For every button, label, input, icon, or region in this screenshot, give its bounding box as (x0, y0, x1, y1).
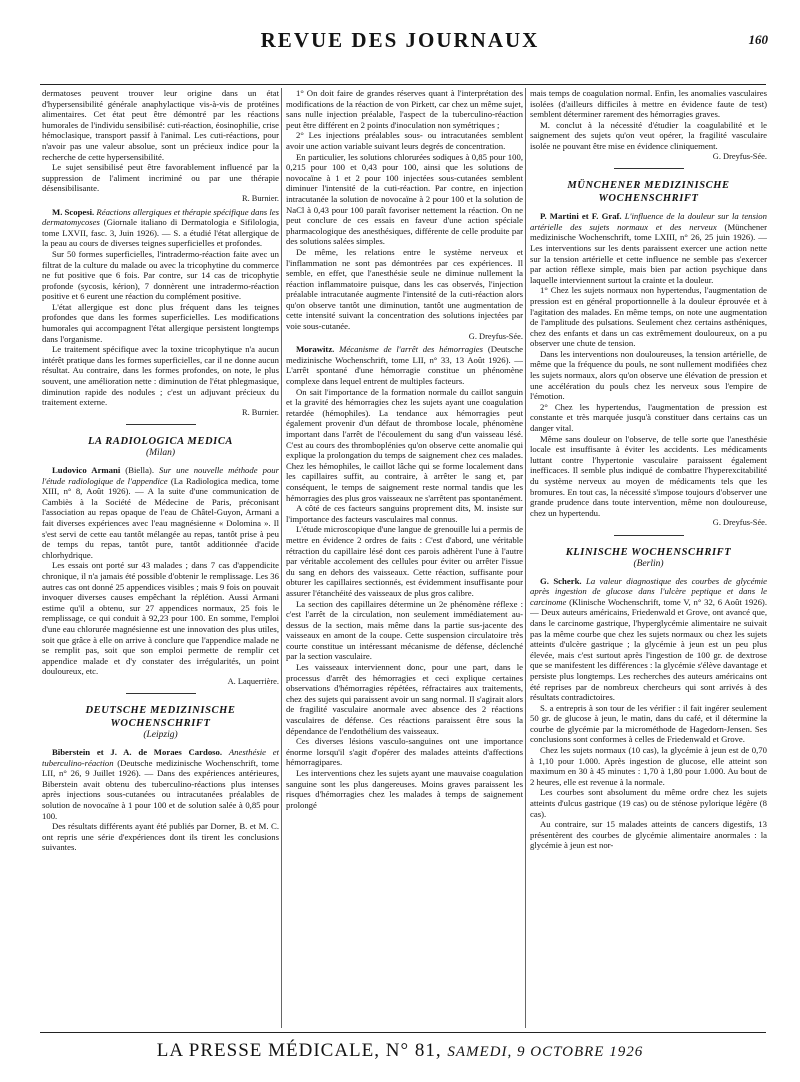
paragraph: mais temps de coagulation normal. Enfin, les anomalies vasculaires isolées (d'ailleurs difficiles à mettre en évidence faute de test) semblent déterminer rarement des hémorragies graves. (530, 88, 767, 120)
column-divider (525, 88, 526, 1028)
author-signature: G. Dreyfus-Sée. (468, 331, 523, 341)
issue-date: SAMEDI, 9 OCTOBRE 1926 (447, 1044, 644, 1060)
paragraph: 2° Chez les hypertendus, l'augmentation de pression est constante et très marquée jusqu'à constituer dans certains cas un danger vital. (530, 401, 767, 434)
section-separator (614, 535, 684, 536)
page-footer (0, 1040, 800, 1062)
paragraph: Les vaisseaux interviennent donc, pour une part, dans le processus d'arrêt des hémorragies et ceci explique certaines observations d'hémorragies répétées, réfractaires aux traitements, chez des sujets qui paraissent avoir un sang normal. Il s'agirait alors de fragilité vasculaire anormale avec absence des 2 réactions vasculaires de défense. Ces réactions paraissent être sous la dépendance de l'endothélium des vaisseaux. (286, 662, 523, 736)
article-author: Biberstein et J. A. de Moraes Cardoso. (52, 747, 223, 758)
author-signature: R. Burnier. (242, 407, 279, 417)
paragraph: Les essais ont porté sur 43 malades ; dans 7 cas d'appendicite chronique, il n'a jamais été possible d'obtenir le remplissage. Les 36 autres cas ont donné 25 appendices visibles ; mais 9 fois on pouvait invoquer diverses causes empêchant la réplétion. Aussi Armani estime qu'il a obtenu, sur 27 appendices normaux, 25 fois le remplissage, ce qui conduit à 92,23 pour 100. En somme, l'emploi d'une eau chlorurée magnésienne est une innovation des plus utiles, soit que grâce à elle on arrive à conclure que l'appendice malade ne se remplit pas, soit que son emploi permette de remplir cet appendice malade et d'y constater des irrégularités, un point douloureux, etc. (42, 560, 279, 677)
article-reference: (Münchener medizinische Wochenschrift, tome LXIII, n° 26, 25 juin 1926). — Les interventions sur les dents paraissent exercer une action nette sur la tension artérielle et cette influence ne semble pas s'exercer par action réflexe simple, mais bien par action psychique dans laquelle interviennent surtout la crainte et la douleur. (530, 221, 767, 285)
article-entry (530, 211, 767, 285)
article-title: Anesthésie et tuberculino-réaction (42, 747, 279, 768)
page-header (0, 28, 800, 54)
author-signature: A. Laquerrière. (227, 676, 279, 686)
article-author: G. Scherk. (540, 575, 582, 586)
paragraph: Les interventions chez les sujets ayant une mauvaise coagulation sanguine sont les plus dangereuses. Moins graves paraissent les risques d'hémorragies chez les malades à temps de saignement prolongé (286, 768, 523, 810)
footer-rule (40, 1032, 766, 1033)
article-title: Sur une nouvelle méthode pour l'étude radiologique de l'appendice (42, 465, 279, 486)
paragraph: 2° Les injections préalables sous- ou intracutanées semblent avoir une action variable suivant leurs degrés de concentration. (286, 130, 523, 151)
article-entry (530, 576, 767, 703)
article-reference: (La Radiologica medica, tome XIII, n° 8, Août 1926). — A la suite d'une communication de Cambiès à la Société de Médecine de Paris, préconisant l'association au repas opaque de l'eau de Châtel-Guyon, Armani a fait diverses expériences avec l'eau magnésienne « Dolomina ». Il s'est servi de cette eau tantôt mélangée au repas, tantôt prise à peu de temps du repas, tantôt pure, tantôt additionnée d'acide chlorhydrique. (42, 475, 279, 560)
paragraph: S. a entrepris à son tour de les vérifier : il fait ingérer seulement 50 gr. de glucose à jeun, le matin, dans du café, et il détermine la courbe de glycémie par la microméthode de Hagedorn-Jensen. Ses conclusions sont conformes à celles de Friedenwald et Grove. (530, 702, 767, 745)
paragraph: Le traitement spécifique avec la toxine tricophytique n'a aucun intérêt pratique dans les formes superficielles, car il ne donne aucun résultat. Au contraire, dans les formes profondes, on note, le plus souvent, une amélioration nette : diminution de l'état phlegmasique, diminution rapide des nodules ; c'est un adjuvant précieux du traitement externe. (42, 344, 279, 408)
journal-name: LA PRESSE MÉDICALE, N° 81, (156, 1040, 442, 1061)
article-title: L'influence de la douleur sur la tension artérielle des sujets normaux et des nerveux (530, 211, 767, 232)
section-separator (126, 424, 196, 425)
paragraph: M. conclut à la nécessité d'étudier la coagulabilité et le saignement des sujets qu'on veut opérer, la fragilité vasculaire isolée ne pouvant être mise en évidence cliniquement. (530, 119, 767, 151)
article-title: La valeur diagnostique des courbes de glycémie après ingestion de glucose dans l'ulcère peptique et dans le carcinome (530, 575, 767, 607)
article-author: M. Scopesi. (52, 206, 95, 217)
paragraph: Des résultats différents ayant été publiés par Dorner, B. et M. C. ont repris une série d'expériences dont ils tirent les conclusions suivantes. (42, 821, 279, 853)
paragraph: 1° On doit faire de grandes réserves quant à l'interprétation des modifications de la réaction de von Pirkett, car chez un même sujet, sans nulle injection préalable, l'aspect de la tuberculino-réaction peut être différent en 2 points d'inoculation non symétriques ; (286, 88, 523, 130)
section-title: LA RADIOLOGICA MEDICA (87, 436, 234, 448)
column-1 (42, 88, 279, 1028)
paragraph: Même sans douleur on l'observe, de telle sorte que l'anesthésie locale est insuffisante à éviter les accidents. Les médicaments luttant contre l'hypertonie vasculaire paraissent également inefficaces. Il semble plus indiqué de combattre l'hyperexcitabilité du système nerveux au moyen de médicaments tels que les bromures. En tout cas, la nécessité s'impose toujours d'observer une grande prudence dans toute intervention, même non douloureuse, chez un hypertendu. (530, 433, 767, 518)
article-author-city: (Biella). (125, 465, 155, 475)
article-title: Mécanisme de l'arrêt des hémorragies (339, 344, 484, 355)
column-3 (530, 88, 767, 1028)
column-2 (286, 88, 523, 1028)
section-title: DEUTSCHE MEDIZINISCHE WOCHENSCHRIFT (85, 705, 236, 730)
author-signature: G. Dreyfus-Sée. (712, 151, 767, 161)
article-entry (42, 207, 279, 249)
paragraph: Ces diverses lésions vasculo-sanguines ont une importance énorme lorsqu'il s'agit d'opérer des malades atteints d'affections hémorragipares. (286, 736, 523, 768)
author-signature: R. Burnier. (242, 193, 279, 203)
paragraph: L'état allergique est donc plus fréquent dans les teignes profondes que dans les formes superficielles. Les modifications humorales qui accompagnent l'état allergique persistent longtemps dans l'organisme. (42, 301, 279, 344)
article-author: P. Martini et F. Graf. (540, 211, 622, 222)
article-title: Réactions allergiques et thérapie spécifique dans les dermatomycoses (42, 206, 279, 228)
column-divider (281, 88, 282, 1028)
article-reference: (Deutsche medizinische Wochenschrift, tome LII, n° 26, 9 Juillet 1926). — Dans des expériences antérieures, Biberstein avait obtenu des tuberculino-réactions plus intenses après injections sous-cutanées ou intracutanées préalables de solution de novocaïne à 1 pour 100 et de solution salée à 0,85 pour 100. (42, 757, 279, 821)
article-reference: (Giornale italiano di Dermatologia e Sifilologia, tome LXVII, fasc. 3, Juin 1926). — S. a étudié l'état allergique de la peau au cours de diverses teignes superficielles et profondes. (42, 217, 279, 249)
paragraph: Chez les sujets normaux (10 cas), la glycémie à jeun est de 0,70 à 1,10 pour 1.000. Après ingestion de glucose, elle atteint son maximum en 30 à 45 minutes : 1,70 à 1,80 pour 1.000. Au bout de 2 heures, elle est revenue à la normale. (530, 745, 767, 787)
article-author: Ludovico Armani (52, 465, 121, 475)
paragraph: Dans les interventions non douloureuses, la tension artérielle, de même que la fréquence du pouls, ne sont nullement modifiées chez les sujets normaux, alors qu'on observe une élévation de pression et une accélération du pouls chez les nerveux sous l'empire de l'émotion. (530, 348, 767, 402)
article-entry (286, 344, 523, 386)
paragraph: Au contraire, sur 15 malades atteints de cancers digestifs, 13 présentèrent des courbes de glycémie alimentaire anormales : la glycémie à jeun est nor- (530, 819, 767, 851)
header-rule (40, 84, 766, 85)
paragraph: 1° Chez les sujets normaux non hypertendus, l'augmentation de pression est en général proportionnelle à la douleur éprouvée et à l'agitation des malades. En même temps, on note une augmentation de l'amplitude des pulsations. Seulement chez certains asthéniques, chez des enfants et dans un cas extrêmement douloureux, on a pu observer une chute de tension. (530, 285, 767, 349)
paragraph: Le sujet sensibilisé peut être favorablement influencé par la suppression de l'aliment incriminé ou par une thérapie désensibilisante. (42, 162, 279, 194)
article-entry (42, 465, 279, 560)
paragraph: Sur 50 formes superficielles, l'intradermo-réaction faite avec un filtrat de la culture du malade ou avec la tricophytine du commerce ne fut positive que 6 fois. Par contre, sur 14 cas de tricophytie profonde (sycosis, kérion), 7 donnèrent une intradermo-réaction positive et 6 eurent une réaction du complément positive. (42, 248, 279, 302)
paragraph: La section des capillaires détermine un 2e phénomène réflexe : c'est l'arrêt de la circulation, non seulement immédiatement au-dessus de la section, mais même dans la partie sus-jacente des vaisseaux en amont de la coupe. Cette suspension circulatoire très courte constitue un intéressant mécanisme de défense, déclenché par la section vasculaire. (286, 598, 523, 662)
section-city: (Berlin) (633, 558, 664, 569)
paragraph: L'étude microscopique d'une langue de grenouille lui a permis de mettre en évidence 2 ordres de faits : C'est d'abord, une véritable rétraction du capillaire lésé dont ces parois adhèrent l'une à l'autre par véritable accolement des cellules pour éviter ou arrêter l'issue du sang en dehors des vaisseaux. Cette réaction, suffisante pour obturer les capillaires sectionnés, est évidemment insuffisante pour assurer l'étanchéité des vaisseaux de plus gros calibre. (286, 524, 523, 598)
author-signature: G. Dreyfus-Sée. (712, 518, 767, 528)
running-title: REVUE DES JOURNAUX (260, 28, 540, 52)
page-number: 160 (748, 32, 768, 47)
article-entry (42, 747, 279, 821)
article-author: Morawitz. (296, 344, 335, 355)
section-city: (Milan) (145, 448, 176, 459)
section-city: (Leipzig) (143, 730, 178, 741)
article-reference: (Klinische Wochenschrift, tome V, n° 32, 6 Août 1926). — Deux auteurs américains, Friedenwald et Grove, ont avancé que, dans le carcinome gastrique, l'hyperglycémie alimentaire ne suivait pas la même courbe que chez les sujets normaux ou chez les sujets atteints d'ulcère gastrique ; la glycémie à jeun est un peu plus élevée, mais c'est surtout après l'ingestion de 100 gr. de dextrose que se manifestent les différences : la glycémie s'élève davantage et persiste plus longtemps. Les recherches des auteurs américains ont été reprises par de nombreux chercheurs qui sont arrivés à des résultats contradictoires. (530, 596, 767, 703)
paragraph: A côté de ces facteurs sanguins proprement dits, M. insiste sur l'importance des facteurs vasculaires mal connus. (286, 503, 523, 524)
section-title: KLINISCHE WOCHENSCHRIFT (565, 546, 732, 558)
article-reference: (Deutsche medizinische Wochenschrift, tome LII, n° 33, 13 Août 1926). — L'arrêt spontané d'une hémorragie constitue un phénomène complexe dans lequel entrent de multiples facteurs. (286, 344, 523, 387)
paragraph: De même, les relations entre le système nerveux et l'inflammation ne sont pas démontrées par ces expériences. Il semble, en effet, que l'anesthésie seule ne diminue nullement la réaction inflammatoire puisque, dans les cas observés, l'injection préalable intracutanée augmente l'intensité de la cuti-réaction alors qu'on observe tantôt une diminution, tantôt une augmentation de cette intensité suivant la concentration des solutions injectées par voie sous-cutanée. (286, 246, 523, 332)
section-title: MÜNCHENER MEDIZINISCHE WOCHENSCHRIFT (567, 180, 730, 205)
section-separator (126, 693, 196, 694)
paragraph: dermatoses peuvent trouver leur origine dans un état d'hypersensibilité générale anaphylactique vis-à-vis de protéines alimentaires. Cet état peut être démontré par les réactions humorales de l'individu sensibilisé: cuti-réaction, éosinophilie, crise hémoclasique, transport passif à l'animal. Les cuti-réactions, pour n'avoir pas une valeur absolue, sont un précieux indice pour la recherche de cette hypersensibilité. (42, 88, 279, 162)
section-separator (614, 168, 684, 169)
paragraph: On sait l'importance de la formation normale du caillot sanguin et la gravité des hémorragies chez les sujets ayant une coagulation retardée (hémophiles). La tendance aux hémorragies peut également provenir d'un défaut de thrombose locale, phénomène important dans l'arrêt de l'écoulement du sang d'un vaisseau lésé. C'est au cours des thromboplénies qu'on observe cette anomalie qui explique la prolongation du temps de saignement chez ces malades. Chez les hémophiles, le caillot lâche qui se forme localement dans les capillaires suffit, au contraire, à arrêter le sang et, par conséquent, le temps de saignement reste normal tandis que les hémorragies des plus gros vaisseaux ne s'arrêtent pas spontanément. (286, 386, 523, 503)
paragraph: En particulier, les solutions chlorurées sodiques à 0,85 pour 100, 0,215 pour 100 et 0,43 pour 100, ainsi que les solutions de novocaïne à 1 et 2 pour 100 injectées sous-cutanées semblent diminuer l'intensité de la cuti-réaction. Par contre, en injection intracutanée la solution de novocaïne à 2 pour 100 et la solution de NaCl à 0,43 pour 100 paraît favoriser nettement la réaction. On ne peut conclure de ces essais en faveur d'une action spéciale pharmacologique des anesthésiques, différente de celle produite par des solutions salées simples. (286, 151, 523, 247)
paragraph: Les courbes sont absolument du même ordre chez les sujets atteints d'ulcus gastrique (19 cas) ou de sténose pylorique légère (8 cas). (530, 787, 767, 819)
